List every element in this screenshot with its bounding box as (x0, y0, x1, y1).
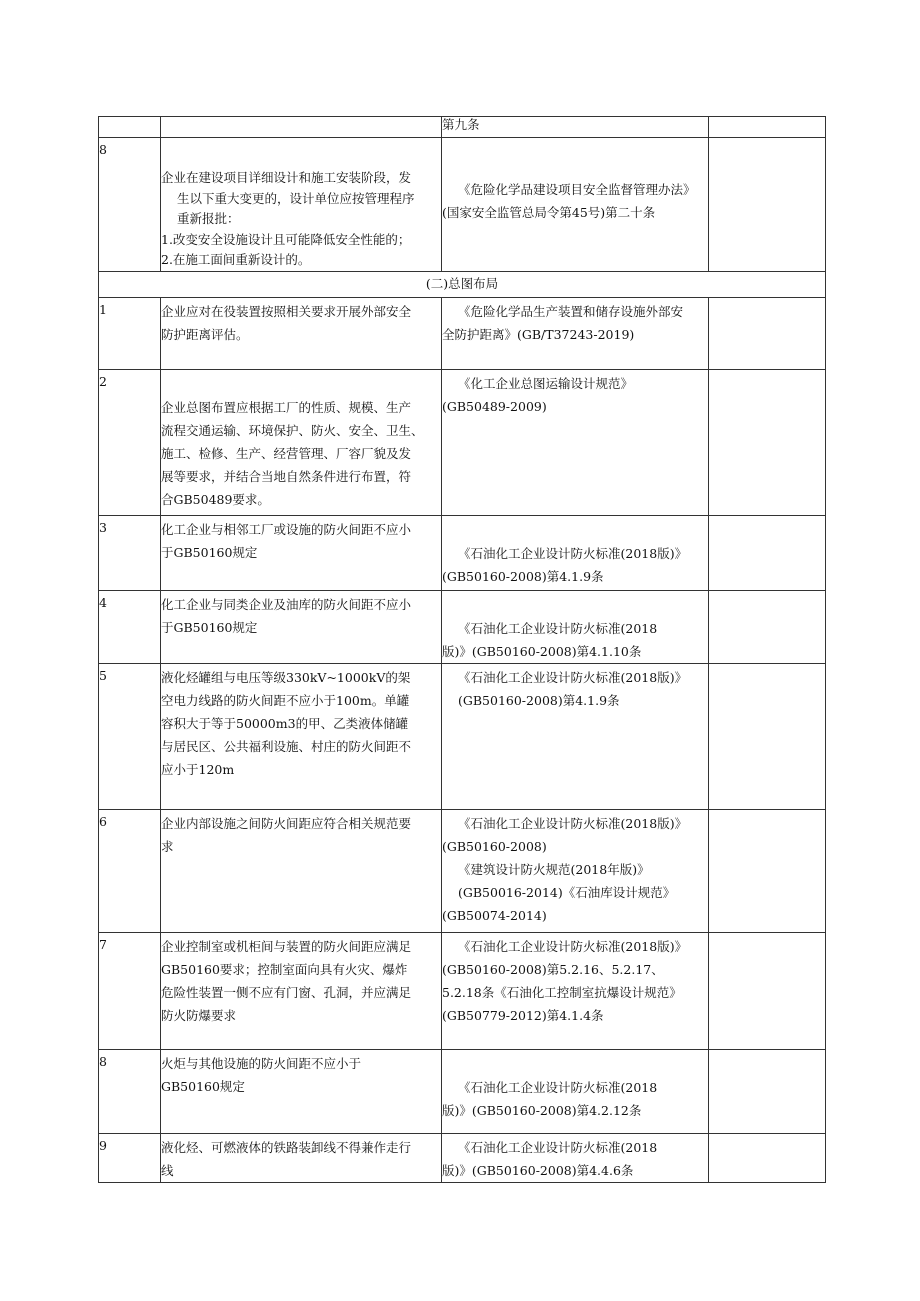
requirement-line: 液化烃罐组与电压等级330kV~1000kV的架 (161, 670, 411, 685)
requirement-line: 空电力线路的防火间距不应小于100m。单罐 (161, 693, 410, 708)
basis-cell (442, 1134, 709, 1183)
basis-line: 《石油化工企业设计防火标准(2018 (458, 1080, 658, 1095)
requirement-line: 于GB50160规定 (161, 545, 258, 560)
num-cell: 8 (99, 138, 161, 272)
rows-body (99, 298, 826, 1183)
basis-cell (442, 810, 709, 933)
remark-cell (709, 664, 826, 810)
basis-line: (GB50160-2008)第4.1.9条 (442, 569, 604, 584)
num-cell: 8 (99, 1050, 161, 1134)
requirement-line: 容积大于等于50000m3的甲、乙类液体储罐 (161, 716, 409, 731)
section-row (99, 272, 826, 298)
requirement-cell (161, 138, 442, 272)
requirement-cell (161, 370, 442, 516)
table-row (99, 810, 826, 933)
basis-line: (GB50160-2008) (442, 839, 547, 854)
num-cell: 2 (99, 370, 161, 516)
table-row (99, 1134, 826, 1183)
requirement-line: 生以下重大变更的，设计单位应按管理程序 (177, 190, 415, 206)
requirement-line: 重新报批： (177, 211, 240, 226)
basis-line: 《化工企业总图运输设计规范》 (458, 376, 634, 391)
basis-line: 《危险化学品生产装置和储存设施外部安 (458, 304, 684, 319)
table-row (99, 117, 826, 138)
basis-line: 版)》(GB50160-2008)第4.1.10条 (442, 644, 642, 659)
basis-line: 《石油化工企业设计防火标准(2018 (458, 1140, 658, 1155)
requirement-line: 火炬与其他设施的防火间距不应小于 (161, 1056, 362, 1071)
basis-line: 《石油化工企业设计防火标准(2018版)》 (458, 816, 688, 831)
basis-line: 版)》(GB50160-2008)第4.4.6条 (442, 1163, 634, 1178)
remark-cell (709, 1134, 826, 1183)
basis-line: (GB50160-2008)第5.2.16、5.2.17、 (442, 962, 664, 977)
num-cell: 4 (99, 591, 161, 664)
requirement-cell (161, 591, 442, 664)
basis-line: 版)》(GB50160-2008)第4.2.12条 (442, 1103, 642, 1118)
table-row (99, 1050, 826, 1134)
basis-line: 《石油化工企业设计防火标准(2018版)》 (458, 670, 688, 685)
requirement-cell (161, 117, 442, 138)
num-cell: 1 (99, 298, 161, 370)
requirement-line: 企业应对在役装置按照相关要求开展外部安全 (161, 304, 412, 319)
remark-cell (709, 138, 826, 272)
requirement-line: 流程交通运输、环境保护、防火、安全、卫生、 (161, 423, 424, 438)
requirement-cell (161, 1134, 442, 1183)
basis-cell (442, 298, 709, 370)
num-cell: 7 (99, 933, 161, 1050)
requirement-cell (161, 810, 442, 933)
requirement-line: 防护距离评估。 (161, 327, 249, 342)
requirement-cell (161, 298, 442, 370)
table-row (99, 516, 826, 591)
basis-line: 5.2.18条《石油化工控制室抗爆设计规范》 (442, 985, 682, 1000)
remark-cell (709, 516, 826, 591)
basis-cell (442, 370, 709, 516)
remark-cell (709, 370, 826, 516)
basis-line: (GB50074-2014) (442, 908, 547, 923)
num-cell: 5 (99, 664, 161, 810)
basis-line: 《石油化工企业设计防火标准(2018版)》 (458, 546, 688, 561)
basis-line: (GB50016-2014)《石油库设计规范》 (458, 885, 676, 900)
basis-line: (GB50489-2009) (442, 399, 547, 414)
requirement-cell (161, 933, 442, 1050)
requirement-cell (161, 516, 442, 591)
basis-cell (442, 933, 709, 1050)
basis-cell (442, 516, 709, 591)
table-row (99, 370, 826, 516)
requirement-cell (161, 664, 442, 810)
requirement-line: 企业控制室或机柜间与装置的防火间距应满足 (161, 939, 412, 954)
requirement-line: 线 (161, 1163, 174, 1178)
requirement-line: 展等要求，并结合当地自然条件进行布置，符 (161, 469, 412, 484)
basis-line: 《建筑设计防火规范(2018年版)》 (458, 862, 650, 877)
requirement-line: 企业在建设项目详细设计和施工安装阶段，发 (161, 170, 412, 185)
remark-cell (709, 1050, 826, 1134)
section-title: (二)总图布局 (99, 272, 826, 298)
requirement-line: 求 (161, 839, 174, 854)
basis-line: 《石油化工企业设计防火标准(2018 (458, 621, 658, 636)
basis-cell (442, 138, 709, 272)
table-row (99, 591, 826, 664)
requirement-line: 1.改变安全设施设计且可能降低安全性能的； (161, 231, 411, 247)
basis-cell (442, 1050, 709, 1134)
remark-cell (709, 298, 826, 370)
num-cell: 9 (99, 1134, 161, 1183)
basis-line: 全防护距离》(GB/T37243-2019) (442, 327, 635, 342)
requirement-line: 与居民区、公共福利设施、村庄的防火间距不 (161, 739, 412, 754)
basis-cell (442, 664, 709, 810)
requirements-table (98, 116, 826, 1183)
basis-line: (GB50160-2008)第4.1.9条 (458, 693, 620, 708)
requirement-line: 2.在施工面间重新设计的。 (161, 252, 311, 267)
remark-cell (709, 933, 826, 1050)
remark-cell (709, 591, 826, 664)
remark-cell (709, 810, 826, 933)
requirement-cell (161, 1050, 442, 1134)
requirement-line: 企业内部设施之间防火间距应符合相关规范要 (161, 816, 412, 831)
table-row (99, 298, 826, 370)
requirement-line: GB50160规定 (161, 1079, 245, 1094)
requirement-line: 防火防爆要求 (161, 1008, 237, 1023)
requirement-line: GB50160要求；控制室面向具有火灾、爆炸 (161, 962, 408, 977)
requirement-line: 施工、检修、生产、经营管理、厂容厂貌及发 (161, 446, 412, 461)
requirement-line: 企业总图布置应根据工厂的性质、规模、生产 (161, 400, 412, 415)
num-cell: 6 (99, 810, 161, 933)
num-cell: 3 (99, 516, 161, 591)
requirement-line: 化工企业与同类企业及油库的防火间距不应小 (161, 597, 412, 612)
requirement-line: 应小于120m (161, 762, 235, 777)
table-row (99, 138, 826, 272)
basis-cell: 第九条 (442, 117, 709, 138)
num-cell (99, 117, 161, 138)
basis-cell (442, 591, 709, 664)
requirement-line: 危险性装置一侧不应有门窗、孔洞，并应满足 (161, 985, 412, 1000)
basis-line: 《石油化工企业设计防火标准(2018版)》 (458, 939, 688, 954)
table-row (99, 664, 826, 810)
requirement-line: 液化烃、可燃液体的铁路装卸线不得兼作走行 (161, 1140, 412, 1155)
remark-cell (709, 117, 826, 138)
requirement-line: 于GB50160规定 (161, 620, 258, 635)
basis-line: (国家安全监管总局令第45号)第二十条 (442, 205, 656, 220)
basis-line: (GB50779-2012)第4.1.4条 (442, 1008, 604, 1023)
requirement-line: 化工企业与相邻工厂或设施的防火间距不应小 (161, 522, 412, 537)
requirement-line: 合GB50489要求。 (161, 492, 270, 507)
table-row (99, 933, 826, 1050)
basis-line: 《危险化学品建设项目安全监督管理办法》 (458, 182, 696, 197)
